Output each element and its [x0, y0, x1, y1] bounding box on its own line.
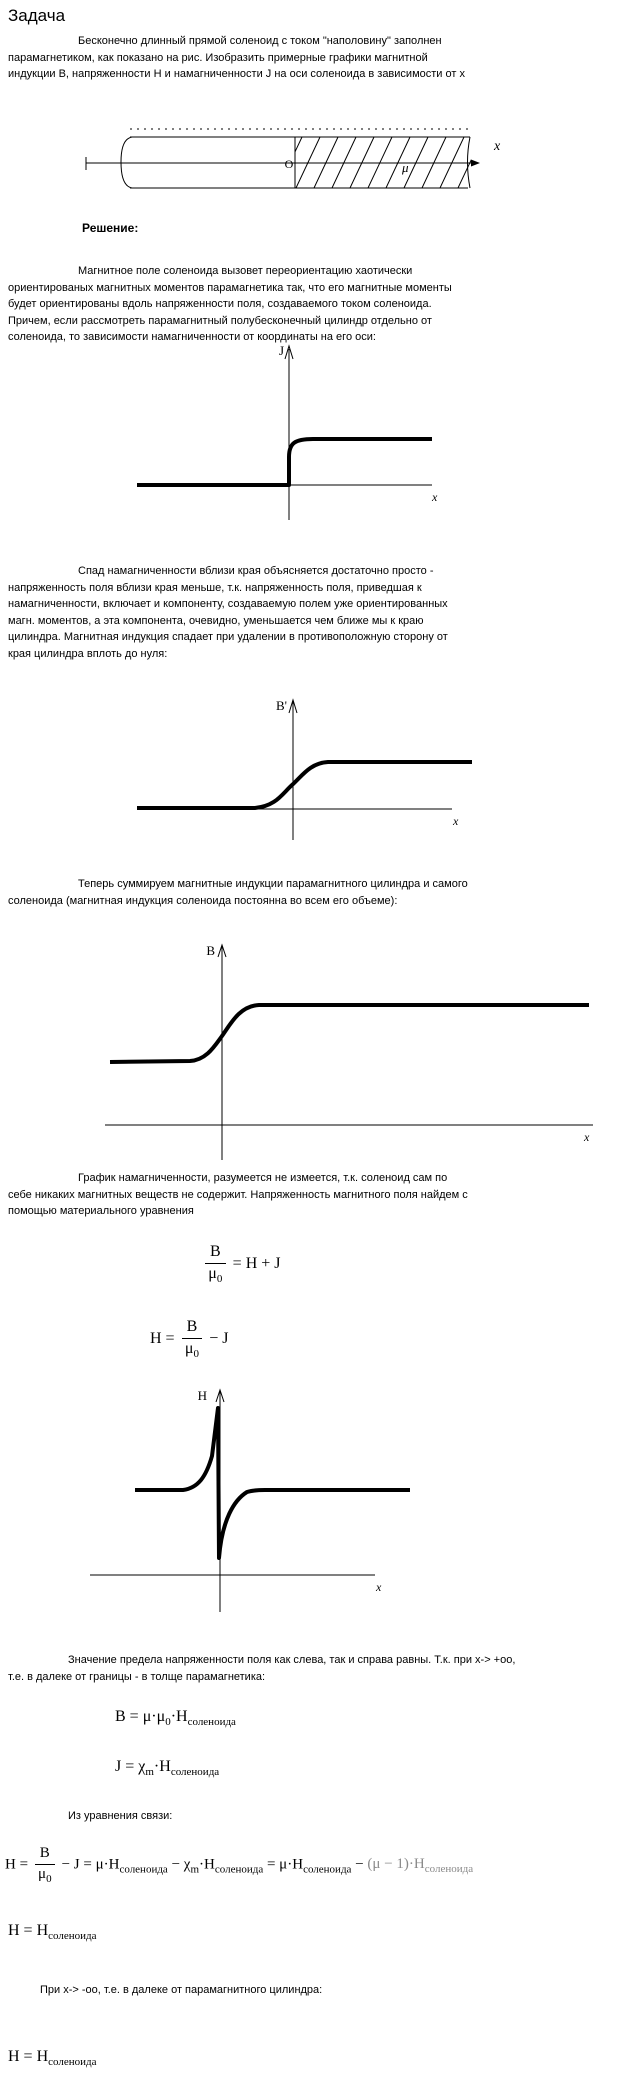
fraction — [182, 1318, 203, 1360]
formula-highlighted-term: $(\mu - 1)\cdot H_{соленоида}$ — [367, 1856, 474, 1876]
fraction-denominator: $\mu_0$ — [184, 1340, 199, 1361]
solution-heading: Решение: — [82, 221, 139, 235]
formula-rhs: = H + J — [228, 1254, 281, 1272]
graph-b-x-label: x — [584, 1130, 590, 1144]
solution-paragraph-6: Из уравнения связи: — [68, 1810, 173, 1822]
graph-h-curve — [135, 1408, 410, 1558]
solution-paragraph-7: При x-> -оо, т.е. в далеке от парамагнитного цилиндра: — [40, 1984, 323, 1996]
graph-b-curve — [110, 1005, 589, 1062]
solenoid-diagram — [80, 100, 520, 205]
fraction-denominator: $\mu_0$ — [208, 1265, 223, 1286]
origin-label: O — [284, 157, 294, 171]
graph-b-prime — [80, 688, 480, 858]
formula-lhs: H = — [150, 1329, 179, 1347]
graph-j-curve — [137, 439, 432, 485]
graph-h — [85, 1378, 430, 1618]
diagram-x-label: x — [494, 139, 501, 154]
fraction-numerator: B — [205, 1243, 226, 1264]
graph-h-x-label: x — [376, 1580, 382, 1594]
problem-statement: Бесконечно длинный прямой соленоид с током "наполовину" заполнен парамагнетиком, как показано на рис. Изобразить примерные графики магнитной индукции B, напряженности H и намагниченности J на оси соленоида в зависимости от x — [8, 35, 465, 80]
mu-label: μ — [402, 160, 409, 175]
formula-rhs: − J — [205, 1329, 229, 1347]
graph-b-prime-curve — [137, 762, 472, 808]
graph-h-y-label: H — [197, 1388, 207, 1403]
formula-h-result-2: $H = H_{соленоида}$ — [8, 2048, 97, 2069]
graph-b-prime-x-label: x — [453, 814, 459, 828]
solution-paragraph-1: Магнитное поле соленоида вызовет переориентацию хаотически ориентированых магнитных моментов парамагнетика так, что его магнитные моменты будет ориентированы вдоль напряженности поля, создаваемого током соленоида. Причем, если рассмотреть парамагнитный полубесконечный цилиндр отдельно от соленоида, то зависимости намагниченности от координаты на его оси: — [8, 265, 452, 343]
solution-paragraph-4: График намагниченности, разумеется не измеется, т.к. соленоид сам по себе никаких магнитных веществ не содержит. Напряженность магнитного поля найдем с помощью материального уравнения — [8, 1172, 468, 1217]
graph-j — [80, 335, 460, 535]
fraction: $\frac{B}{\mu_0}$ — [35, 1845, 55, 1885]
graph-b — [95, 933, 605, 1168]
solution-paragraph-3: Теперь суммируем магнитные индукции парамагнитного цилиндра и самого соленоида (магнитная индукция соленоида постоянна во всем его объеме): — [8, 878, 468, 907]
solution-paragraph-5: Значение предела напряженности поля как слева, так и справа равны. Т.к. при x-> +оо, т.е. в далеке от границы - в толще парамагнетика: — [8, 1654, 516, 1683]
formula-h-chain: H = $\frac{B}{\mu_0}$ − $J = \mu\cdot H_{соленоида} - \chi_m\cdot H_{соленоида} = \mu\cdot H_{соленоида} - (\mu - 1)\cdot H_{соленоида}$ — [5, 1845, 474, 1885]
formula-h-result-1: $H = H_{соленоида}$ — [8, 1922, 97, 1943]
fraction-numerator: B — [182, 1318, 203, 1339]
graph-b-y-label: B — [206, 943, 215, 958]
fraction — [205, 1243, 226, 1285]
formula-b-limit: $B = \mu\cdot\mu_0\cdot H_{соленоида}$ — [115, 1708, 236, 1729]
formula-h-definition — [150, 1318, 229, 1360]
solution-paragraph-2: Спад намагниченности вблизи края объясняется достаточно просто - напряженность поля вблизи края меньше, т.к. напряженность поля, приведшая к намагниченности, включает и компоненту, создаваемую полем уже ориентированных магн. моментов, а эта компонента, очевидно, уменьшается чем ближе мы к краю цилиндра. Магнитная индукция спадает при удалении в противоположную сторону от края цилиндра вплоть до нуля: — [8, 565, 448, 660]
formula-j-limit: $J = \chi_m\cdot H_{соленоида}$ — [115, 1758, 220, 1779]
formula-material-equation — [202, 1243, 281, 1285]
graph-j-x-label: x — [432, 490, 438, 504]
graph-j-y-label: J — [278, 343, 284, 358]
axis-arrowhead — [471, 160, 480, 167]
page-title: Задача — [8, 6, 66, 25]
graph-b-prime-y-label: B' — [275, 698, 287, 713]
